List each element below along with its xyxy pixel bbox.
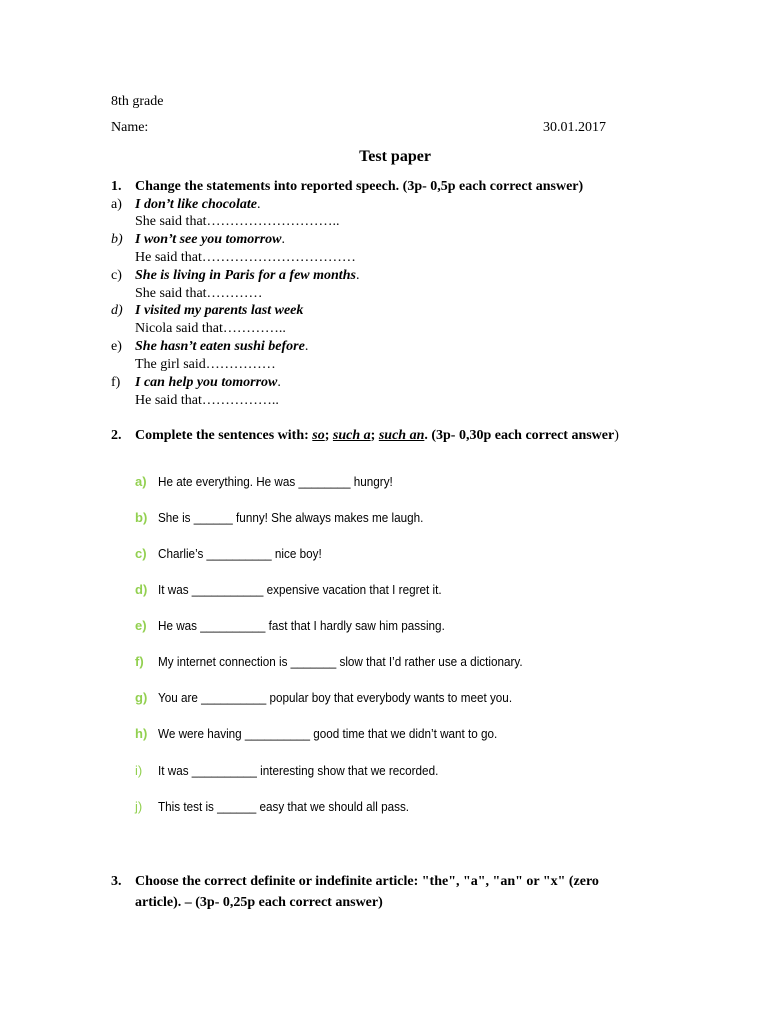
question-2-heading xyxy=(111,428,619,444)
statement: I won’t see you tomorrow xyxy=(135,232,282,247)
q2-item-j xyxy=(135,799,437,816)
item-letter: b) xyxy=(111,232,123,247)
statement: She hasn’t eaten sushi before xyxy=(135,339,305,354)
statement: I can help you tomorrow xyxy=(135,375,278,390)
question-text-close: ) xyxy=(614,428,619,443)
item-letter: h) xyxy=(135,726,148,741)
date-label: 30.01.2017 xyxy=(543,120,606,135)
statement: I don’t like chocolate xyxy=(135,197,257,212)
question-number: 1. xyxy=(111,179,122,194)
item-letter: c) xyxy=(111,268,122,283)
item-letter: b) xyxy=(135,510,148,525)
q1-item-e xyxy=(111,339,308,355)
sentence: Charlie’s __________ nice boy! xyxy=(158,546,322,561)
q2-item-a xyxy=(135,474,419,491)
sentence: It was ___________ expensive vacation that I regret it. xyxy=(158,582,442,597)
item-letter: e) xyxy=(135,618,147,633)
item-letter: j) xyxy=(135,799,143,814)
q1-item-d xyxy=(111,303,303,319)
question-number: 2. xyxy=(111,428,122,443)
option-such-an: such an xyxy=(378,428,425,443)
sentence: It was __________ interesting show that we recorded. xyxy=(158,763,439,778)
statement-punct: . xyxy=(355,268,360,283)
statement-punct: . xyxy=(256,197,261,212)
sentence: My internet connection is _______ slow that I’d rather use a dictionary. xyxy=(158,654,523,669)
statement: She is living in Paris for a few months xyxy=(135,268,356,283)
q2-item-g xyxy=(135,690,551,707)
item-letter: f) xyxy=(111,375,121,390)
item-letter: i) xyxy=(135,763,143,778)
q1-item-f xyxy=(111,375,281,391)
question-text-line1: Choose the correct definite or indefinite article: "the", "a", "an" or "x" (zero xyxy=(135,874,599,889)
q1-answer-c: She said that………… xyxy=(135,286,263,301)
q2-item-h xyxy=(135,726,535,743)
q1-item-b xyxy=(111,232,285,248)
item-letter: f) xyxy=(135,654,144,669)
statement-punct: . xyxy=(304,339,309,354)
question-number: 3. xyxy=(111,874,122,889)
item-letter: d) xyxy=(135,582,148,597)
sentence: He ate everything. He was ________ hungry! xyxy=(158,474,393,489)
q2-item-e xyxy=(135,618,477,635)
separator: ; xyxy=(324,428,333,443)
sentence: You are __________ popular boy that everybody wants to meet you. xyxy=(158,690,513,705)
question-3-heading xyxy=(111,871,651,913)
item-letter: c) xyxy=(135,546,147,561)
option-such-a: such a xyxy=(332,428,371,443)
question-text-end: . (3p- 0,30p each correct answer xyxy=(424,428,615,443)
q2-item-b xyxy=(135,510,453,527)
question-text: Change the statements into reported speech. (3p- 0,5p each correct answer) xyxy=(135,179,584,194)
sentence: He was __________ fast that I hardly saw him passing. xyxy=(158,618,445,633)
sentence: This test is ______ easy that we should all pass. xyxy=(158,799,410,814)
q1-answer-f: He said that…………….. xyxy=(135,393,279,408)
item-letter: e) xyxy=(111,339,122,354)
sentence: We were having __________ good time that we didn’t want to go. xyxy=(158,726,498,741)
question-text-start: Complete the sentences with: xyxy=(135,428,313,443)
item-letter: a) xyxy=(111,197,122,212)
item-letter: a) xyxy=(135,474,147,489)
option-so: so xyxy=(312,428,325,443)
q1-item-c xyxy=(111,268,359,284)
item-letter: g) xyxy=(135,690,148,705)
grade-label: 8th grade xyxy=(111,94,164,109)
q2-item-c xyxy=(135,546,340,563)
q2-item-i xyxy=(135,763,469,780)
q2-item-f xyxy=(135,654,563,671)
q2-item-d xyxy=(135,582,473,599)
statement-punct: . xyxy=(277,375,281,390)
question-1-heading xyxy=(111,179,583,195)
statement: I visited my parents last week xyxy=(135,303,304,318)
q1-answer-e: The girl said…………… xyxy=(135,357,276,372)
q1-answer-d: Nicola said that………….. xyxy=(135,321,286,336)
name-label: Name: xyxy=(111,120,149,135)
question-text-line2: article). – (3p- 0,25p each correct answer) xyxy=(135,895,383,910)
page-title: Test paper xyxy=(359,148,431,165)
q1-answer-a: She said that……………………….. xyxy=(135,214,340,229)
q1-item-a xyxy=(111,197,260,213)
sentence: She is ______ funny! She always makes me laugh. xyxy=(158,510,424,525)
q1-answer-b: He said that…………………………… xyxy=(135,250,356,265)
item-letter: d) xyxy=(111,303,123,318)
separator: ; xyxy=(370,428,379,443)
statement-punct: . xyxy=(281,232,285,247)
